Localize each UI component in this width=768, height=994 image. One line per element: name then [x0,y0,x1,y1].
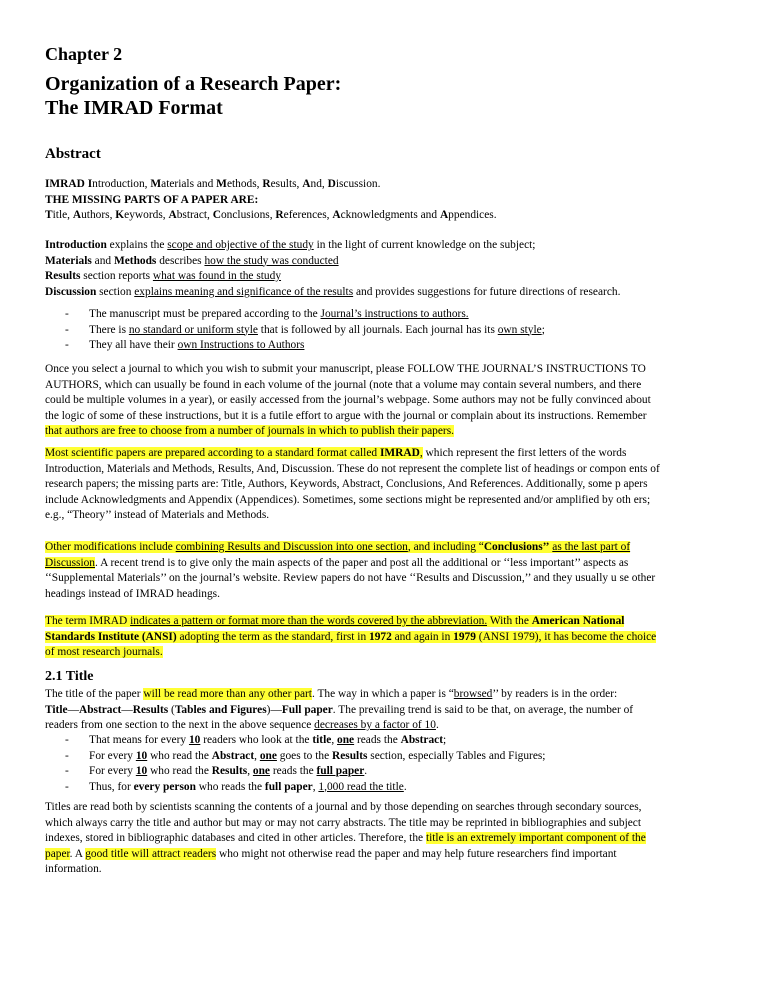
initial: M [150,178,162,190]
text: The title of the paper [45,688,144,700]
text-line: research papers; the missing parts are: Title, Authors, Keywords, Abstract, Conclusions, And References. Additionally, some p apers [45,478,648,490]
term: Full paper [281,703,333,716]
text: The manuscript must be prepared according to the [89,308,321,320]
highlighted-text: good title will attract readers [85,847,217,860]
text: and provides suggestions for future directions of research. [353,285,621,298]
text: They all have their [89,339,178,351]
underlined-text: own Instructions to Authors [177,339,305,351]
chapter-title-line: Organization of a Research Paper: [45,73,342,95]
text: ; [443,734,447,746]
text: goes to the [276,749,332,762]
highlighted-text: With the [487,615,532,627]
text-line: information. [45,863,102,875]
term: Results [132,703,169,716]
text: . A [69,847,86,860]
text: readers who look at the [200,734,313,746]
text: nd, [310,178,328,190]
initial: A [439,209,449,221]
text: . A recent trend is to give only the main aspects of the paper and post all the additional or ‘‘less important’’ aspects as [95,556,629,569]
highlighted-term: IMRAD [379,447,420,459]
text-line [45,703,728,719]
text: For every [89,749,136,762]
text-line [45,556,728,572]
term: every person [133,780,196,793]
text-line: AUTHORS, which can usually be found in each volume of the journal (note that a volume may contain several numbers, and there [45,378,642,391]
paragraph-journal-instructions [45,362,728,440]
text: , [254,749,260,762]
manuscript-list [45,307,728,354]
text: reads the [270,765,317,777]
paragraph-titles-read [45,800,728,878]
list-item [45,338,728,354]
chapter-title [45,72,728,120]
text-line [45,718,728,734]
list-item [45,733,728,749]
text: — [67,703,79,716]
text-line: Once you select a journal to which you wish to submit your manuscript, please FOLLOW THE JOURNAL’S INSTRUCTIONS TO [45,363,646,375]
paragraph-ansi [45,614,728,661]
text: — [121,703,133,716]
text: explains the [106,239,168,251]
emphasis: 10 [135,765,148,777]
underlined-text: what was found in the study [152,270,282,282]
highlighted-term: Standards Institute (ANSI) [45,630,177,643]
text: . [403,780,407,793]
highlighted-text: , and including “ [407,541,484,553]
text: ethods, [226,178,263,190]
highlighted-underlined-text: indicates a pattern or format more than the words covered by the abbreviation. [130,615,488,627]
text-line [45,645,728,661]
text: describes [156,254,205,267]
initial: I [84,178,93,190]
text: section [96,285,135,298]
text: For every [89,765,136,777]
highlighted-text: The term IMRAD [45,615,131,627]
text-line: headings instead of IMRAD headings. [45,587,220,600]
underlined-text: explains meaning and significance of the results [134,285,354,298]
text: . The way in which a paper is “ [311,688,454,700]
text: ( [168,703,175,716]
text: which represent the first letters of the words [422,447,627,459]
initial: T [45,209,53,221]
underlined-text: 1,000 read the title [318,780,404,793]
text: esults, [270,178,303,190]
text: ’’ by readers is in the order: [492,688,618,700]
term: Results [211,765,248,777]
text: . The prevailing trend is said to be that, on average, the number of [332,703,634,716]
text: readers from one section to the next in the above sequence [45,719,315,731]
highlighted-text: , [419,447,423,459]
emphasis: 10 [188,734,201,746]
highlighted-text: of most research journals. [45,646,163,658]
text: who read the [147,749,212,762]
initial: C [212,209,221,221]
text: indexes, stored in bibliographic databases and cited in other articles. Therefore, the [45,832,426,844]
underlined-text: scope and objective of the study [167,239,314,251]
text: . [364,765,368,777]
section-definitions [45,238,728,300]
text-line [45,831,728,847]
text: Thus, for [89,780,134,793]
text-line: include Acknowledgments and Appendix (Appendices). Sometimes, some sections might be represented and/or amplified by oth ers; [45,493,651,506]
text: cknowledgments and [340,209,440,221]
text-line: which always carry the title and author but may or may not carry abstracts. The title may be reprinted in bibliographies and subject [45,816,642,829]
initial: A [168,209,177,221]
text-line: Introduction, Materials and Methods, Results, And, Discussion. These do not represent the complete list of headings or compon ents of [45,462,660,475]
term: IMRAD [45,178,85,190]
underlined-text: own style [497,323,542,336]
underlined-text: how the study was conducted [204,254,339,267]
term: Title [45,703,68,716]
text: )— [266,703,282,716]
paragraph-imrad-format [45,446,728,524]
highlighted-term: Conclusions’’ [483,541,550,553]
term: Abstract [400,734,443,746]
term: Abstract [78,703,122,716]
text: section reports [80,270,153,282]
abstract-block [45,177,728,224]
emphasis: one [337,734,355,746]
highlighted-text: and again in [391,630,454,643]
highlighted-text: paper [45,847,70,860]
text-line [45,687,728,703]
highlighted-text: Most scientific papers are prepared according to a standard format called [45,447,380,459]
text: uthors, [81,209,116,221]
section-heading-title: 2.1 Title [45,669,94,684]
term: full paper [264,780,313,793]
initial: A [332,209,341,221]
highlighted-term: 1972 [369,630,392,643]
list-item [45,780,728,796]
readership-list [45,733,728,795]
list-item [45,307,728,323]
initial: M [216,178,227,190]
text: eferences, [283,209,333,221]
underlined-text: browsed [453,688,493,700]
text: who read the [147,765,212,777]
underlined-text: Journal’s instructions to authors. [320,308,469,320]
highlighted-underlined-text: as the last part of [552,541,631,553]
initial: R [262,178,271,190]
text-line [45,847,728,863]
paragraph-title-order [45,687,728,734]
highlighted-text: will be read more than any other part [143,688,312,700]
text-line: e.g., “Theory’’ instead of Materials and Methods. [45,509,270,521]
text: ppendices. [448,209,497,221]
list-item [45,323,728,339]
emphasis: one [252,765,270,777]
list-item [45,749,728,765]
text-line: could be multiple volumes in a year), or easily accessed from the journal’s webpage. Some authors may not be fully convinced about [45,394,651,406]
initial: K [115,209,125,221]
underlined-text: decreases by a factor of 10 [314,719,436,731]
text: . [435,719,439,731]
text: aterials and [161,178,217,190]
text-line [45,446,728,462]
paragraph-modifications [45,540,728,602]
text: section, especially Tables and Figures; [367,749,546,762]
imrad-expansion [45,177,728,193]
emphasis: full paper [316,765,365,777]
emphasis: one [259,749,277,762]
chapter-title-line: The IMRAD Format [45,97,223,119]
text: onclusions, [220,209,276,221]
highlighted-text: that authors are free to choose from a number of journals in which to publish their papers. [45,425,454,437]
highlighted-underlined-text: Discussion [45,556,95,569]
text: reads the [354,734,401,746]
text: eywords, [124,209,169,221]
term: Methods [113,254,157,267]
text: itle, [52,209,73,221]
highlighted-text: (ANSI 1979), it has become the choice [475,630,657,643]
definition-methods [45,254,728,270]
initial: A [302,178,311,190]
list-item [45,764,728,780]
text-line [45,540,728,556]
text: iscussion. [335,178,381,190]
definition-results [45,269,728,285]
text-line: ‘‘Supplemental Materials’’ on the journal’s website. Review papers do not have ‘‘Results and Discussion,’’ and they usually u se other [45,572,656,584]
text: bstract, [176,209,213,221]
text: ; [541,323,545,336]
text-line [45,424,728,440]
text: , [312,780,319,793]
abstract-heading: Abstract [45,146,101,162]
underlined-text: no standard or uniform style [128,323,258,336]
term: Results [45,270,81,282]
highlighted-text: title is an extremely important component of the [425,832,646,844]
term: Results [331,749,368,762]
text: and [91,254,114,267]
highlighted-underlined-text: combining Results and Discussion into one section [175,541,408,553]
highlighted-text: adopting the term as the standard, first in [176,630,369,643]
definition-discussion [45,285,728,301]
definition-introduction [45,238,728,254]
term: Discussion [45,285,97,298]
missing-parts-heading: THE MISSING PARTS OF A PAPER ARE: [45,193,259,206]
text: , [331,734,338,746]
emphasis: 10 [135,749,148,762]
text-line [45,614,728,630]
text: in the light of current knowledge on the subject; [313,239,536,251]
text: who might not otherwise read the paper and may help future researchers find important [216,847,617,860]
text: That means for every [89,734,189,746]
term: Materials [45,254,92,267]
text: who reads the [195,780,265,793]
text: ntroduction, [92,178,151,190]
text: , [247,765,253,777]
highlighted-text: Other modifications include [45,541,176,553]
chapter-label: Chapter 2 [45,44,123,64]
text-line: the logic of some of these instructions, but it is a futile effort to argue with the journal or complain about its instructions. Remember [45,409,647,422]
highlighted-term: American National [531,615,625,627]
text: that is followed by all journals. Each journal has its [257,323,498,336]
missing-parts-list [45,208,728,224]
text: There is [89,323,129,336]
initial: R [275,209,284,221]
term: Abstract [211,749,255,762]
highlighted-term: 1979 [453,630,476,643]
initial: D [327,178,336,190]
term: Tables and Figures [174,703,267,716]
text-line [45,630,728,646]
initial: A [72,209,82,221]
term: Introduction [45,239,107,251]
term: title [312,734,332,746]
text-line: Titles are read both by scientists scanning the contents of a journal and by those depending on searches through secondary sources, [45,801,642,813]
